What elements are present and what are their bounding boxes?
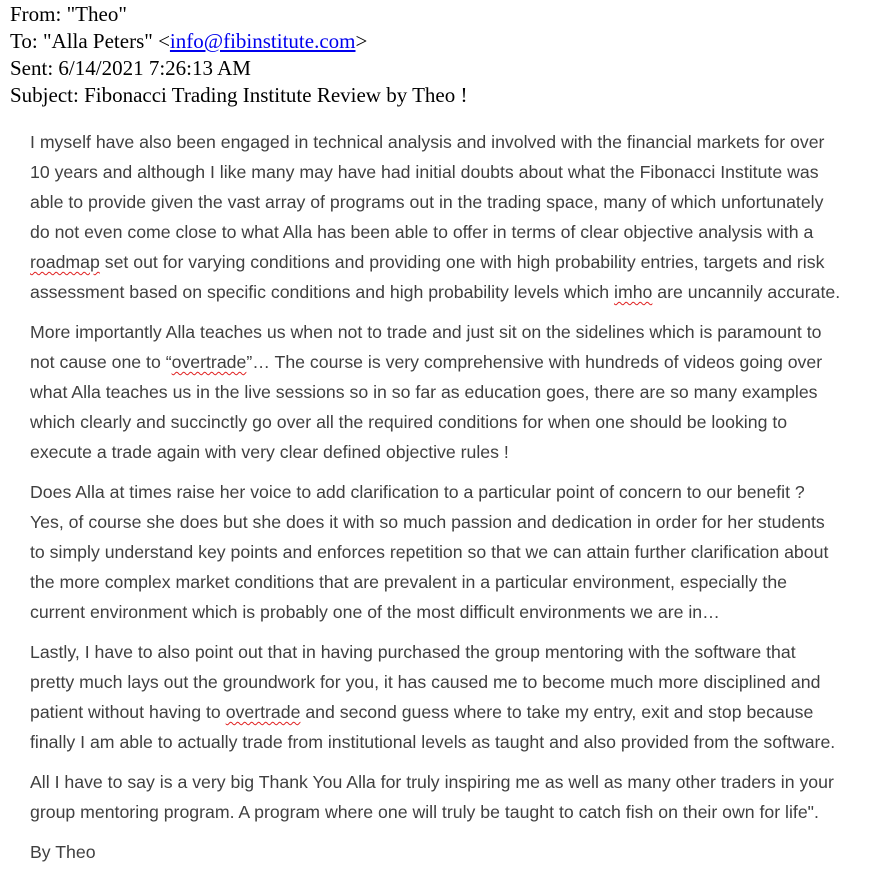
body-paragraph <box>30 477 888 627</box>
text-line <box>30 217 888 247</box>
subject-line <box>10 82 467 109</box>
text-segment: More importantly Alla teaches us when not to trade and just sit on the sidelines which is paramount to <box>30 322 822 342</box>
text-segment: are uncannily accurate. <box>652 282 841 302</box>
text-segment: patient without having to <box>30 702 226 722</box>
sent-line <box>10 55 467 82</box>
text-segment: Does Alla at times raise her voice to add clarification to a particular point of concern to our benefit ? <box>30 482 805 502</box>
text-segment: pretty much lays out the groundwork for you, it has caused me to become much more disciplined and <box>30 672 821 692</box>
text-line <box>30 667 888 697</box>
text-segment: execute a trade again with very clear defined objective rules ! <box>30 442 509 462</box>
to-label: To: <box>10 29 38 53</box>
text-segment: to simply understand key points and enforces repetition so that we can attain further clarification about <box>30 542 829 562</box>
text-segment: All I have to say is a very big Thank You Alla for truly inspiring me as well as many other traders in your <box>30 772 834 792</box>
misspelled-word: overtrade <box>171 352 247 372</box>
from-line <box>10 1 467 28</box>
text-segment: and second guess where to take my entry, exit and stop because <box>300 702 814 722</box>
text-line <box>30 797 888 827</box>
text-line <box>30 347 888 377</box>
text-segment: able to provide given the vast array of programs out in the trading space, many of which unfortunately <box>30 192 824 212</box>
email-body <box>30 127 888 877</box>
text-line <box>30 767 888 797</box>
text-segment: By Theo <box>30 842 96 862</box>
body-paragraph <box>30 317 888 467</box>
text-segment: 10 years and although I like many may have had initial doubts about what the Fibonacci Institute was <box>30 162 819 182</box>
text-line <box>30 727 888 757</box>
sent-value: 6/14/2021 7:26:13 AM <box>58 56 251 80</box>
text-line <box>30 537 888 567</box>
misspelled-word: imho <box>614 282 653 302</box>
text-line <box>30 507 888 537</box>
misspelled-word: overtrade <box>225 702 301 722</box>
text-segment: assessment based on specific conditions and high probability levels which <box>30 282 615 302</box>
text-line <box>30 697 888 727</box>
text-line <box>30 637 888 667</box>
text-segment: group mentoring program. A program where one will truly be taught to catch fish on their own for life". <box>30 802 819 822</box>
misspelled-word: roadmap <box>30 252 100 272</box>
text-segment: current environment which is probably one of the most difficult environments we are in… <box>30 602 720 622</box>
signature <box>30 837 888 867</box>
text-segment: set out for varying conditions and providing one with high probability entries, targets and risk <box>99 252 825 272</box>
body-paragraph <box>30 637 888 757</box>
text-line <box>30 477 888 507</box>
sent-label: Sent: <box>10 56 54 80</box>
to-close-bracket: > <box>355 29 368 53</box>
text-segment: ”… The course is very comprehensive with hundreds of videos going over <box>246 352 823 372</box>
text-line <box>30 437 888 467</box>
text-line <box>30 247 888 277</box>
text-segment: the more complex market conditions that are prevalent in a particular environment, especially the <box>30 572 788 592</box>
text-line <box>30 567 888 597</box>
text-line <box>30 597 888 627</box>
text-segment: I myself have also been engaged in technical analysis and involved with the financial markets for over <box>30 132 825 152</box>
text-segment: finally I am able to actually trade from institutional levels as taught and also provided from the software. <box>30 732 836 752</box>
to-open-bracket: < <box>158 29 170 53</box>
text-line <box>30 837 888 867</box>
to-line <box>10 28 467 55</box>
body-paragraph <box>30 127 888 307</box>
to-email-link[interactable]: info@fibinstitute.com <box>169 29 356 53</box>
text-line <box>30 407 888 437</box>
to-name: "Alla Peters" <box>42 29 153 53</box>
text-line <box>30 187 888 217</box>
text-line <box>30 277 888 307</box>
text-segment: Yes, of course she does but she does it with so much passion and dedication in order for her students <box>30 512 825 532</box>
text-line <box>30 127 888 157</box>
text-segment: do not even come close to what Alla has been able to offer in terms of clear objective analysis with a <box>30 222 814 242</box>
text-line <box>30 157 888 187</box>
body-paragraph <box>30 767 888 827</box>
from-label: From: <box>10 2 62 26</box>
text-line <box>30 317 888 347</box>
text-segment: Lastly, I have to also point out that in having purchased the group mentoring with the software that <box>30 642 796 662</box>
subject-value: Fibonacci Trading Institute Review by Theo ! <box>84 83 468 107</box>
text-segment: what Alla teaches us in the live sessions so in so far as education goes, there are so many examples <box>30 382 818 402</box>
email-header <box>10 1 467 109</box>
text-segment: which clearly and succinctly go over all the required conditions for when one should be looking to <box>30 412 788 432</box>
subject-label: Subject: <box>10 83 79 107</box>
from-value: "Theo" <box>66 2 127 26</box>
text-segment: not cause one to “ <box>30 352 172 372</box>
text-line <box>30 377 888 407</box>
